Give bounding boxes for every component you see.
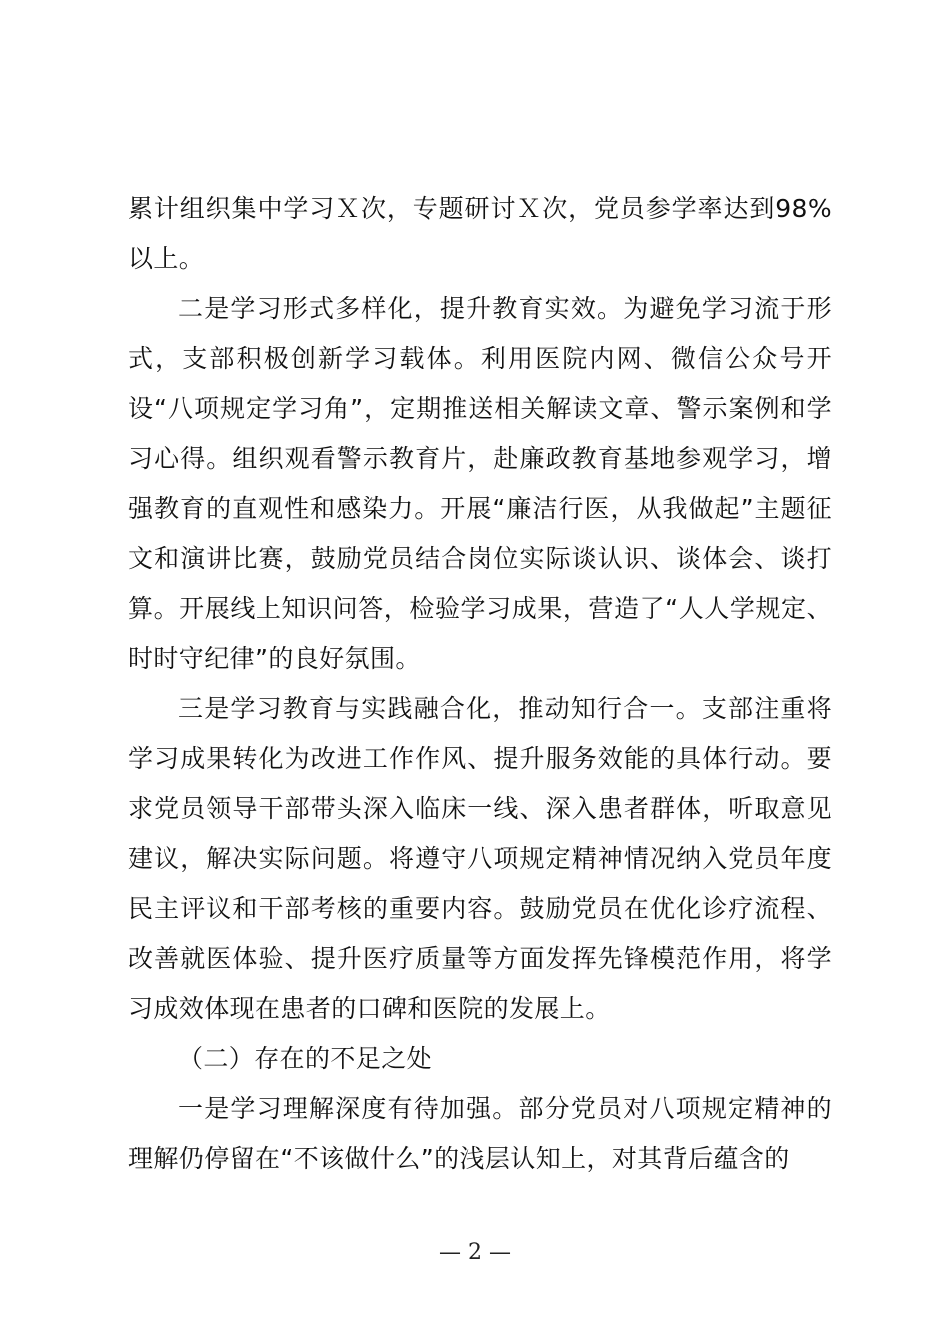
paragraph-learning-practice: 三是学习教育与实践融合化，推动知行合一。支部注重将学习成果转化为改进工作作风、提升服务效能的具体行动。要求党员领导干部带头深入临床一线、深入患者群体，听取意见建议，解决实际问题。将遵守八项规定精神情况纳入党员年度民主评议和干部考核的重要内容。鼓励党员在优化诊疗流程、改善就医体验、提升医疗质量等方面发挥先锋模范作用，将学习成效体现在患者的口碑和医院的发展上。 (128, 694, 832, 1023)
document-body (128, 184, 832, 1184)
page-number: — 2 — (439, 1240, 511, 1265)
paragraph-learning-forms: 二是学习形式多样化，提升教育实效。为避免学习流于形式，支部积极创新学习载体。利用医院内网、微信公众号开设“八项规定学习角”，定期推送相关解读文章、警示案例和学习心得。组织观看警示教育片，赴廉政教育基地参观学习，增强教育的直观性和感染力。开展“廉洁行医，从我做起”主题征文和演讲比赛，鼓励党员结合岗位实际谈认识、谈体会、谈打算。开展线上知识问答，检验学习成果，营造了“人人学规定、时时守纪律”的良好氛围。 (128, 294, 832, 673)
section-heading-shortcomings: （二）存在的不足之处 (178, 1044, 433, 1073)
paragraph-understanding-depth: 一是学习理解深度有待加强。部分党员对八项规定精神的理解仍停留在“不该做什么”的浅层认知上，对其背后蕴含的 (128, 1094, 832, 1173)
paragraph-continuation: 累计组织集中学习Ｘ次，专题研讨Ｘ次，党员参学率达到98%以上。 (128, 194, 832, 273)
